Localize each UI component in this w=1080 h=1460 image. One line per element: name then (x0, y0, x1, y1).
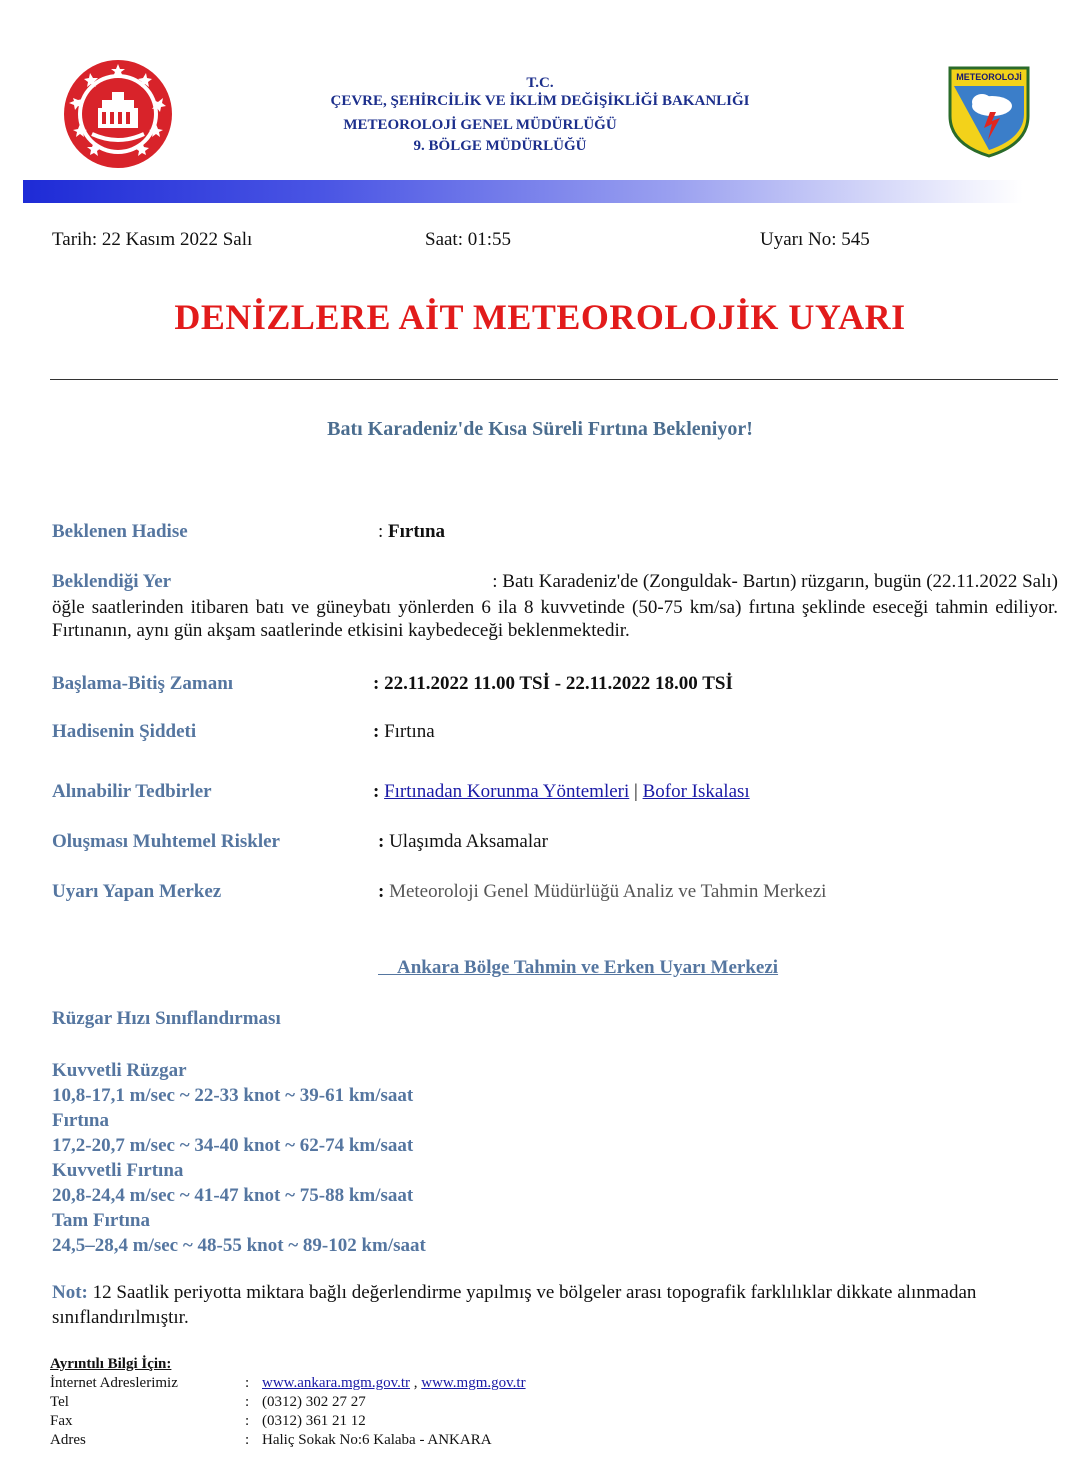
footer-address-value: Haliç Sokak No:6 Kalaba - ANKARA (262, 1432, 492, 1448)
wind-heading: Rüzgar Hızı Sınıflandırması (52, 1008, 281, 1029)
beaufort-scale-link[interactable]: Bofor Iskalası (642, 781, 750, 802)
severity-value: : Fırtına (373, 721, 435, 742)
warning-subtitle: Batı Karadeniz'de Kısa Süreli Fırtına Bekleniyor! (327, 418, 753, 440)
risks-value-text: Ulaşımda Aksamalar (389, 831, 548, 852)
measures-label: Alınabilir Tedbirler (52, 781, 212, 802)
footer-web-separator: , (413, 1375, 418, 1391)
risks-value: : Ulaşımda Aksamalar (378, 831, 548, 852)
severity-label: Hadisenin Şiddeti (52, 721, 197, 742)
place-value-first: : Batı Karadeniz'de (Zonguldak- Bartın) rüzgarın, bugün (22.11.2022 Salı) (492, 571, 1058, 592)
regional-center-link-text: Ankara Bölge Tahmin ve Erken Uyarı Merkezi (397, 957, 779, 978)
footer-web-value (262, 1374, 526, 1392)
warning-number: Uyarı No: 545 (760, 229, 870, 250)
severity-value-text: Fırtına (384, 721, 435, 742)
event-value: : Fırtına (378, 521, 446, 542)
footer-colon: : (245, 1394, 250, 1410)
place-label: Beklendiği Yer (52, 571, 172, 592)
meteorology-logo-text: METEOROLOJİ (956, 72, 1022, 82)
footer-heading: Ayrıntılı Bilgi İçin: (50, 1356, 172, 1372)
footer-colon: : (245, 1432, 250, 1448)
time-text: Saat: 01:55 (425, 229, 512, 250)
note-text: 12 Saatlik periyotta miktara bağlı değerlendirme yapılmış ve bölgeler arası topografik farklılıklar dikkate alınmadan sınıflandırılmıştır. (52, 1282, 977, 1328)
center-value-text: Meteoroloji Genel Müdürlüğü Analiz ve Tahmin Merkezi (389, 881, 827, 902)
wind-class-range: 24,5–28,4 m/sec ~ 48-55 knot ~ 89-102 km/saat (52, 1235, 426, 1256)
footer-fax-label: Fax (50, 1413, 73, 1429)
wind-class-name: Tam Fırtına (52, 1210, 150, 1231)
event-value-text: Fırtına (388, 521, 446, 542)
header-ministry: ÇEVRE, ŞEHİRCİLİK VE İKLİM DEĞİŞİKLİĞİ BAKANLIĞI (330, 93, 750, 109)
time-range-value: : 22.11.2022 11.00 TSİ - 22.11.2022 18.00 TSİ (373, 673, 733, 694)
footer-tel-label: Tel (50, 1394, 69, 1410)
measures-separator: | (634, 781, 638, 802)
footer-colon: : (245, 1375, 250, 1391)
header-tc: T.C. (526, 75, 554, 91)
ankara-mgm-link[interactable]: www.ankara.mgm.gov.tr (262, 1375, 411, 1391)
meteorology-logo-icon (948, 66, 1030, 158)
time-range-label: Başlama-Bitiş Zamanı (52, 673, 234, 694)
footer-colon: : (245, 1413, 250, 1429)
footer-fax-value: (0312) 361 21 12 (262, 1413, 366, 1429)
footer-tel-value: (0312) 302 27 27 (262, 1394, 366, 1410)
event-label: Beklenen Hadise (52, 521, 188, 542)
wind-class-name: Kuvvetli Fırtına (52, 1160, 184, 1181)
page-title: DENİZLERE AİT METEOROLOJİK UYARI (174, 297, 906, 337)
wind-classes (52, 1058, 426, 1258)
title-divider (50, 379, 1058, 380)
regional-center-link[interactable] (378, 957, 778, 979)
wind-class-range: 17,2-20,7 m/sec ~ 34-40 knot ~ 62-74 km/saat (52, 1135, 414, 1156)
note-label: Not: (52, 1282, 88, 1303)
center-value: : Meteoroloji Genel Müdürlüğü Analiz ve Tahmin Merkezi (378, 881, 827, 902)
place-value-rest: öğle saatlerinden itibaren batı ve güneybatı yönlerden 6 ila 8 kuvvetinde (50-75 km/sa) fırtına şeklinde eseceği tahmin ediliyor. Fırtınanın, aynı gün akşam saatlerinde etkisini kaybedeceği beklenmektedir. (52, 597, 1058, 641)
footer-web-label: İnternet Adreslerimiz (50, 1375, 178, 1391)
note (52, 1280, 1052, 1330)
center-label: Uyarı Yapan Merkez (52, 881, 222, 902)
header-regional: 9. BÖLGE MÜDÜRLÜĞÜ (413, 138, 587, 154)
measures-value: : Fırtınadan Korunma Yöntemleri | Bofor Iskalası (373, 781, 750, 802)
wind-class-name: Kuvvetli Rüzgar (52, 1060, 187, 1081)
wind-class-range: 10,8-17,1 m/sec ~ 22-33 knot ~ 39-61 km/saat (52, 1085, 414, 1106)
footer-address-label: Adres (50, 1432, 86, 1448)
wind-class-name: Fırtına (52, 1110, 109, 1131)
protection-methods-link[interactable]: Fırtınadan Korunma Yöntemleri (384, 781, 630, 802)
mgm-link[interactable]: www.mgm.gov.tr (421, 1375, 526, 1391)
risks-label: Oluşması Muhtemel Riskler (52, 831, 280, 852)
date-text: Tarih: 22 Kasım 2022 Salı (52, 229, 253, 250)
header-band (23, 180, 1023, 203)
wind-class-range: 20,8-24,4 m/sec ~ 41-47 knot ~ 75-88 km/saat (52, 1185, 414, 1206)
header-directorate: METEOROLOJİ GENEL MÜDÜRLÜĞÜ (343, 117, 617, 133)
